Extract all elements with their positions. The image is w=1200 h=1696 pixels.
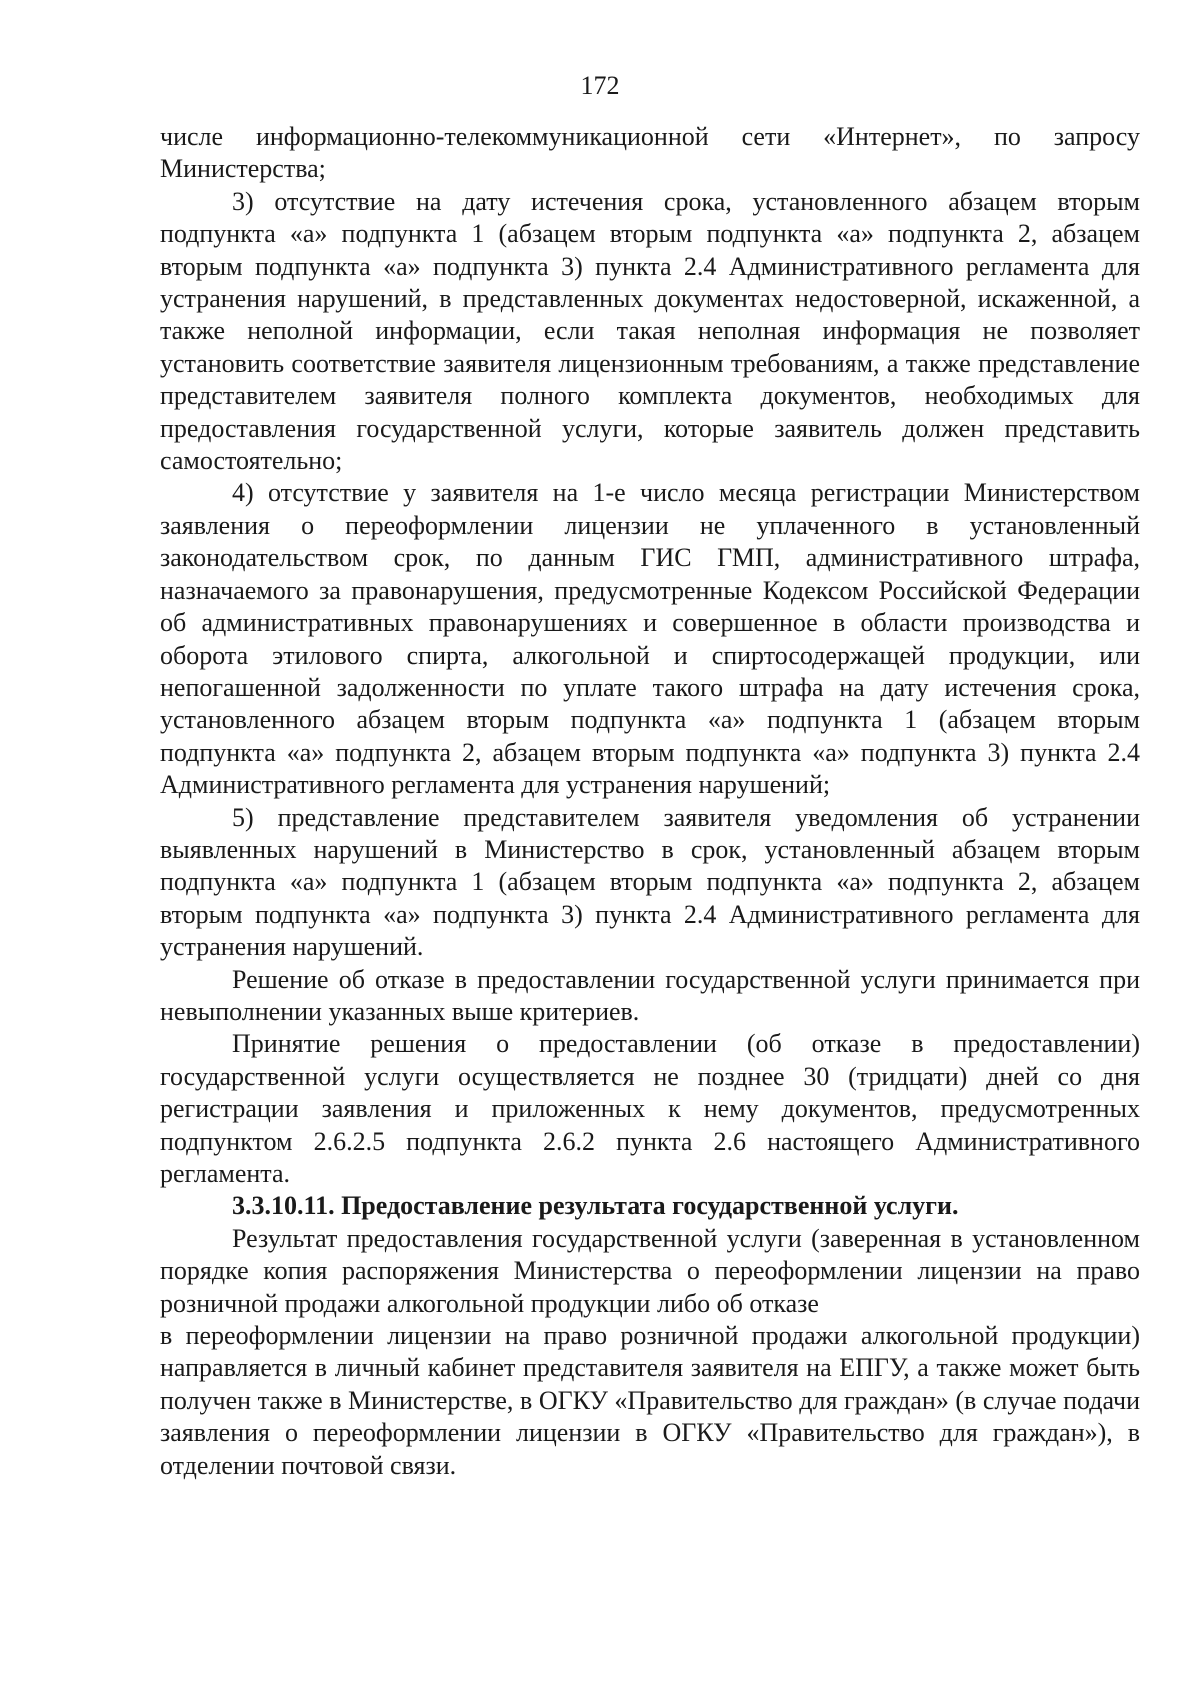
paragraph-continuation: числе информационно-телекоммуникационной сети «Интернет», по запросу Министерства;: [160, 122, 1140, 184]
document-body: [160, 121, 1140, 1482]
paragraph-item-5: 5) представление представителем заявителя уведомления об устранении выявленных нарушений в Министерство в срок, установленный абзацем вторым подпункта «а» подпункта 1 (абзацем вторым подпункта «а» подпункта 2, абзацем вторым подпункта «а» подпункта 3) пункта 2.4 Административного регламента для устранения нарушений.: [160, 802, 1140, 962]
paragraph-item-4: 4) отсутствие у заявителя на 1-е число месяца регистрации Министерством заявления о переоформлении лицензии не уплаченного в установленный законодательством срок, по данным ГИС ГМП, административного штрафа, назначаемого за правонарушения, предусмотренные Кодексом Российской Федерации об административных правонарушениях и совершенное в области производства и оборота этилового спирта, алкогольной и спиртосодержащей продукции, или непогашенной задолженности по уплате такого штрафа на дату истечения срока, установленного абзацем вторым подпункта «а» подпункта 1 (абзацем вторым подпункта «а» подпункта 2, абзацем вторым подпункта «а» подпункта 3) пункта 2.4 Административного регламента для устранения нарушений;: [160, 478, 1140, 800]
paragraph-decision-deadline: Принятие решения о предоставлении (об отказе в предоставлении) государственной услуги осуществляется не позднее 30 (тридцати) дней со дня регистрации заявления и приложенных к нему документов, предусмотренных подпунктом 2.6.2.5 подпункта 2.6.2 пункта 2.6 настоящего Административного регламента.: [160, 1029, 1140, 1188]
paragraph-refusal-decision: Решение об отказе в предоставлении государственной услуги принимается при невыполнении указанных выше критериев.: [160, 964, 1140, 1026]
paragraph-item-3: 3) отсутствие на дату истечения срока, установленного абзацем вторым подпункта «а» подпункта 1 (абзацем вторым подпункта «а» подпункта 2, абзацем вторым подпункта «а» подпункта 3) пункта 2.4 Административного регламента для устранения нарушений, в представленных документах недостоверной, искаженной, а также неполной информации, если такая неполная информация не позволяет установить соответствие заявителя лицензионным требованиям, а также представление представителем заявителя полного комплекта документов, необходимых для предоставления государственной услуги, которые заявитель должен представить самостоятельно;: [160, 186, 1140, 476]
paragraph-result-part1: Результат предоставления государственной услуги (заверенная в установленном порядке копия распоряжения Министерства о переоформлении лицензии на право розничной продажи алкогольной продукции либо об отказе: [160, 1223, 1140, 1318]
section-heading: 3.3.10.11. Предоставление результата государственной услуги.: [232, 1191, 959, 1221]
paragraph-result-part2: в переоформлении лицензии на право розничной продажи алкогольной продукции) направляется в личный кабинет представителя заявителя на ЕПГУ, а также может быть получен также в Министерстве, в ОГКУ «Правительство для граждан» (в случае подачи заявления о переоформлении лицензии в ОГКУ «Правительство для граждан»), в отделении почтовой связи.: [160, 1321, 1140, 1480]
page-number: 172: [580, 71, 620, 100]
